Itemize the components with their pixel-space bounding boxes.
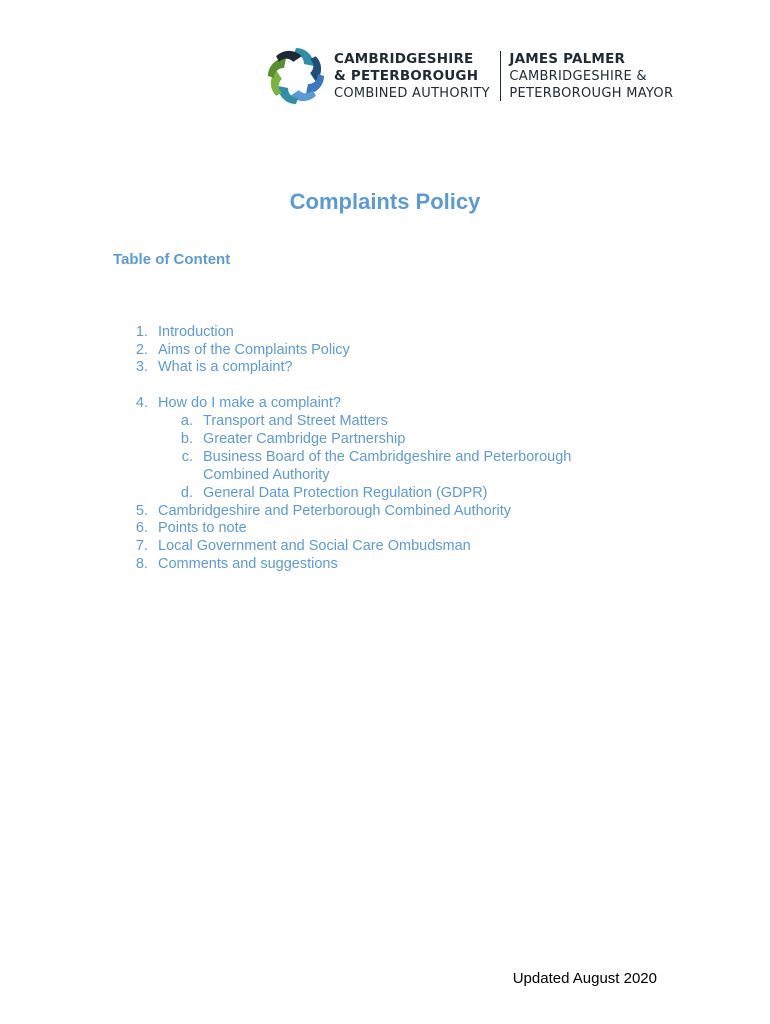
toc-item-text: Combined Authority [203, 467, 330, 483]
toc-item-text: Business Board of the Cambridgeshire and Peterborough [203, 449, 572, 465]
toc-item-number: b. [180, 431, 193, 447]
combined-authority-logo-icon [264, 44, 328, 108]
toc-item-text: What is a complaint? [158, 359, 293, 375]
toc-item-text: Comments and suggestions [158, 556, 338, 572]
organisation-name [334, 51, 490, 102]
toc-item-text: Points to note [158, 520, 247, 536]
toc-item-number: 8. [135, 556, 148, 572]
toc-item-text: Cambridgeshire and Peterborough Combined Authority [158, 503, 512, 519]
toc-item-number: c. [181, 449, 193, 465]
toc-item-number: 2. [135, 342, 148, 358]
mayor-name: JAMES PALMER [509, 50, 626, 67]
toc-item-number: 7. [135, 538, 148, 554]
toc-item-text: Greater Cambridge Partnership [203, 431, 406, 447]
document-title: Complaints Policy [289, 189, 481, 214]
header-logo [264, 44, 673, 108]
toc-item-text: Transport and Street Matters [203, 413, 388, 429]
toc-item-text: General Data Protection Regulation (GDPR) [203, 485, 488, 501]
toc-item-number: d. [180, 485, 193, 501]
toc-item-text: Local Government and Social Care Ombudsman [158, 538, 471, 554]
toc-item-number: 1. [135, 324, 148, 340]
toc-item-number: 4. [135, 395, 148, 411]
mayor-title-line-1: CAMBRIDGESHIRE & [509, 68, 647, 84]
toc-item-text: Introduction [158, 324, 234, 340]
toc-item-text: Aims of the Complaints Policy [158, 342, 350, 358]
updated-date: Updated August 2020 [512, 970, 657, 987]
mayor-block [509, 51, 673, 102]
toc-item-number: 6. [135, 520, 148, 536]
mayor-title-line-2: PETERBOROUGH MAYOR [509, 85, 674, 101]
toc-heading: Table of Content [113, 251, 231, 268]
toc-item-number: 5. [135, 503, 148, 519]
org-name-line-2: & PETERBOROUGH [334, 67, 479, 84]
toc-item-text: How do I make a complaint? [158, 395, 341, 411]
org-name-line-1: CAMBRIDGESHIRE [334, 50, 474, 67]
toc-item-number: a. [180, 413, 193, 429]
toc-item-number: 3. [135, 359, 148, 375]
org-name-line-3: COMBINED AUTHORITY [334, 85, 490, 101]
logo-divider [500, 51, 502, 101]
